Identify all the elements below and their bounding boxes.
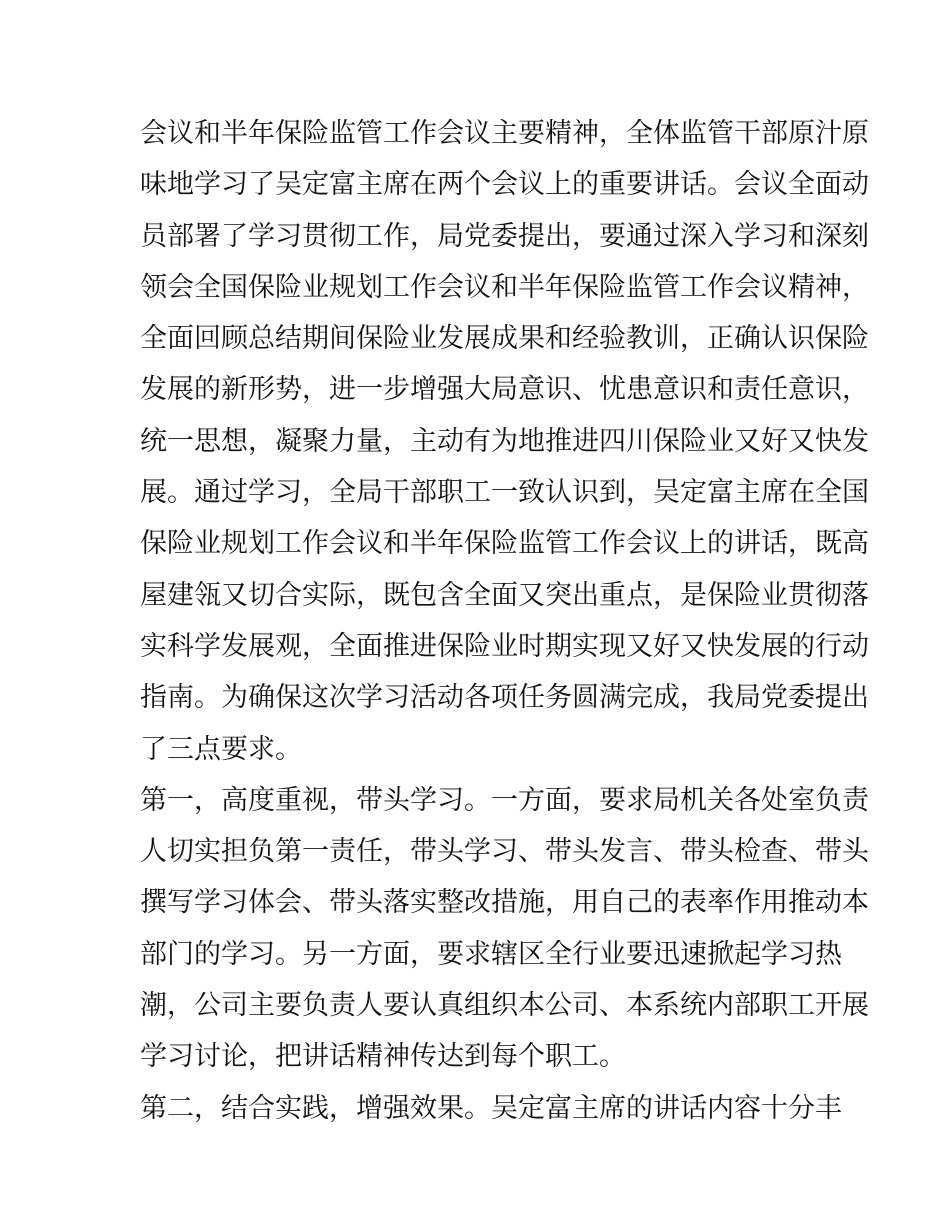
body-text [140, 108, 869, 1134]
text-line: 实科学发展观，全面推进保险业时期实现又好又快发展的行动 [140, 630, 869, 662]
text-line: 发展的新形势，进一步增强大局意识、忧患意识和责任意识， [140, 374, 869, 406]
text-line: 潮，公司主要负责人要认真组织本公司、本系统内部职工开展 [140, 990, 869, 1022]
text-line: 了三点要求。 [140, 733, 302, 765]
text-line: 指南。为确保这次学习活动各项任务圆满完成，我局党委提出 [140, 682, 869, 714]
text-line: 会议和半年保险监管工作会议主要精神，全体监管干部原汁原 [140, 118, 869, 149]
text-line: 全面回顾总结期间保险业发展成果和经验教训，正确认识保险 [140, 323, 869, 355]
text-line: 味地学习了吴定富主席在两个会议上的重要讲话。会议全面动 [140, 169, 869, 201]
text-line: 学习讨论，把讲话精神传达到每个职工。 [140, 1041, 626, 1073]
text-line: 保险业规划工作会议和半年保险监管工作会议上的讲话，既高 [140, 528, 869, 560]
text-line: 第二，结合实践，增强效果。吴定富主席的讲话内容十分丰 [140, 1092, 842, 1124]
text-line: 撰写学习体会、带头落实整改措施，用自己的表率作用推动本 [140, 887, 869, 919]
text-line: 部门的学习。另一方面，要求辖区全行业要迅速掀起学习热 [140, 938, 842, 970]
text-line: 第一，高度重视，带头学习。一方面，要求局机关各处室负责 [140, 784, 869, 816]
text-line: 统一思想，凝聚力量，主动有为地推进四川保险业又好又快发 [140, 425, 869, 457]
text-line: 员部署了学习贯彻工作，局党委提出，要通过深入学习和深刻 [140, 220, 869, 252]
text-line: 屋建瓴又切合实际，既包含全面又突出重点，是保险业贯彻落 [140, 579, 869, 611]
text-line: 人切实担负第一责任，带头学习、带头发言、带头检查、带头 [140, 836, 869, 868]
text-line: 领会全国保险业规划工作会议和半年保险监管工作会议精神， [140, 271, 869, 303]
text-line: 展。通过学习，全局干部职工一致认识到，吴定富主席在全国 [140, 477, 869, 509]
